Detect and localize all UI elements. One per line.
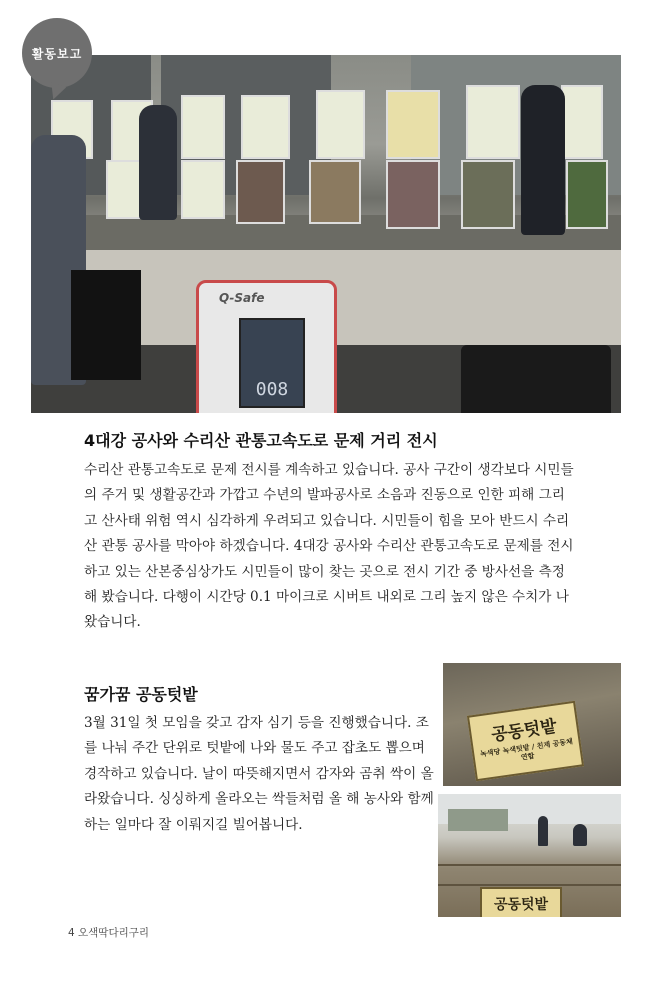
garden-field-photo [438, 794, 621, 917]
article1-title: 4대강 공사와 수리산 관통고속도로 문제 거리 전시 [84, 431, 438, 450]
garden-field-sign [480, 887, 562, 917]
garden-sign-photo [443, 663, 621, 786]
garden-sign [467, 701, 584, 782]
section-badge-label: 활동보고 [31, 46, 83, 61]
article1-body: 수리산 관통고속도로 문제 전시를 계속하고 있습니다. 공사 구간이 생각보다 시민들의 주거 및 생활공간과 가깝고 수년의 발파공사로 소음과 진동으로 인한 피해 그리고 산사태 위험 역시 심각하게 우려되고 있습니다. 시민들이 힘을 모아 반드시 수리산 관통 공사를 막아야 하겠습니다. 4대강 공사와 수리산 관통고속도로 문제를 전시하고 있는 산본중심상가도 시민들이 많이 찾는 곳으로 전시 기간 중 방사선을 측정해 봤습니다. 다행이 시간당 0.1 마이크로 시버트 내외로 그리 높지 않은 수치가 나왔습니다. [84, 462, 574, 631]
garden-field-sign-title: 공동텃밭 [493, 897, 549, 913]
section-badge [22, 18, 92, 88]
article2-title: 꿈가꿈 공동텃밭 [84, 685, 198, 704]
meter-display [239, 318, 305, 408]
garden-sign-title: 공동텃밭 [490, 716, 559, 746]
garden-sign-subtitle: 녹색당 녹색텃밭 / 친재 공동체 연합 [479, 737, 574, 762]
meter-brand-label: Q-Safe [219, 291, 265, 305]
page-footer: 4 오색딱다리구리 [68, 927, 150, 939]
article2-body: 3월 31일 첫 모임을 갖고 감자 심기 등을 진행했습니다. 조를 나눠 주간 단위로 텃밭에 나와 물도 주고 잡초도 뽑으며 경작하고 있습니다. 날이 따뜻해지면서 감자와 곰취 싹이 올라왔습니다. 싱싱하게 올라오는 싹들처럼 올 해 농사와 함께 하는 일마다 잘 이뤄지길 빌어봅니다. [84, 715, 434, 833]
exhibition-photo [31, 55, 621, 413]
radiation-meter [196, 280, 337, 413]
meter-reading: 008 [255, 379, 289, 400]
